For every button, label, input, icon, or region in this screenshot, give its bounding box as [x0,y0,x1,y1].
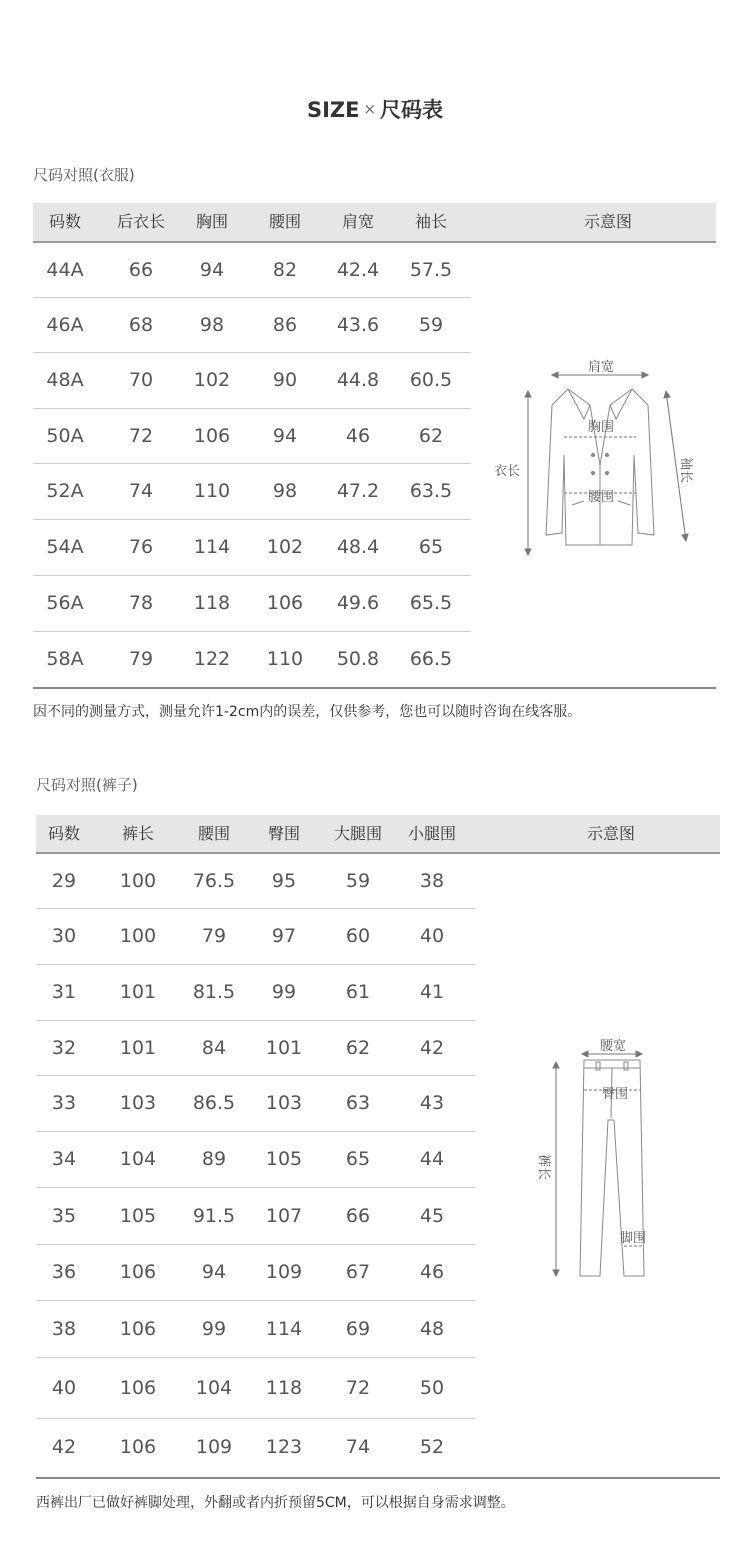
pants-table-cell: 61 [345,981,371,1003]
jacket-header-cell: 袖长 [414,212,447,231]
pants-table-row [36,1358,476,1419]
jacket-table-cell: 49.6 [336,592,380,614]
jacket-table-row [33,353,471,409]
pants-table-cell: 103 [119,1092,157,1114]
pants-section-label: 尺码对照(裤子) [36,776,138,794]
jacket-label-shoulder: 肩宽 [588,360,615,375]
pants-label-waist: 腰宽 [600,1039,627,1054]
pants-table-cell: 106 [119,1436,157,1458]
pants-header-cell: 裤长 [121,824,154,843]
pants-table-cell: 101 [119,1037,157,1059]
jacket-table-cell: 118 [193,592,231,614]
pants-table-cell: 69 [345,1318,371,1340]
pants-table-cell: 40 [51,1377,77,1399]
pants-table-cell: 104 [119,1148,157,1170]
pants-table-cell: 99 [271,981,297,1003]
pants-table-cell: 104 [195,1377,233,1399]
pants-table-row [36,1132,476,1188]
pants-table-header [36,815,720,854]
pants-table-cell: 105 [265,1148,303,1170]
pants-table-cell: 114 [265,1318,303,1340]
jacket-table-cell: 44.8 [336,369,380,391]
pants-table-cell: 63 [345,1092,371,1114]
jacket-table-bottom-rule [33,687,716,689]
jacket-table-cell: 94 [199,259,225,281]
jacket-table-cell: 50A [46,425,84,447]
pants-table-row [36,1076,476,1132]
jacket-header-cell: 后衣长 [116,212,165,231]
pants-table-cell: 86.5 [192,1092,236,1114]
jacket-table-cell: 102 [193,369,231,391]
pants-table-cell: 106 [119,1261,157,1283]
pants-table-cell: 36 [51,1261,77,1283]
pants-table-cell: 89 [201,1148,227,1170]
title-size: SIZE [306,98,360,122]
pants-table-cell: 72 [345,1377,371,1399]
jacket-table-row [33,298,471,353]
jacket-table-cell: 106 [266,592,304,614]
pants-label-length: 裤长 [536,1154,551,1181]
jacket-table-cell: 70 [128,369,154,391]
jacket-table-cell: 98 [199,314,225,336]
jacket-table-cell: 48A [46,369,84,391]
pants-table-cell: 109 [195,1436,233,1458]
jacket-table-cell: 74 [128,480,154,502]
pants-table-cell: 33 [51,1092,77,1114]
jacket-table-cell: 66.5 [409,648,453,670]
pants-table-cell: 42 [51,1436,77,1458]
jacket-table-cell: 94 [272,425,298,447]
jacket-table-cell: 79 [128,648,154,670]
pants-diagram [520,1030,700,1290]
jacket-table-cell: 86 [272,314,298,336]
pants-note: 西裤出厂已做好裤脚处理，外翻或者内折预留5CM，可以根据自身需求调整。 [36,1495,515,1511]
pants-table-cell: 34 [51,1148,77,1170]
jacket-table-row [33,520,471,576]
page-title [0,94,750,124]
jacket-table-cell: 106 [193,425,231,447]
pants-table-cell: 100 [119,870,157,892]
pants-table-cell: 81.5 [192,981,236,1003]
jacket-table-cell: 90 [272,369,298,391]
pants-table-row [36,1301,476,1358]
pants-table-cell: 118 [265,1377,303,1399]
pants-table-bottom-rule [36,1477,720,1479]
jacket-table-row [33,632,471,686]
pants-table-cell: 32 [51,1037,77,1059]
pants-table-cell: 91.5 [192,1205,236,1227]
jacket-table-cell: 60.5 [409,369,453,391]
pants-table-row [36,965,476,1021]
jacket-table-cell: 48.4 [336,536,380,558]
jacket-table-header [33,203,716,243]
jacket-table-cell: 62 [418,425,444,447]
pants-label-hip: 臀围 [602,1087,629,1102]
jacket-table-row [33,409,471,464]
jacket-label-sleeve: 袖长 [678,457,693,484]
pants-table-cell: 105 [119,1205,157,1227]
jacket-header-cell: 肩宽 [341,212,374,231]
pants-table-row [36,1021,476,1076]
jacket-table-cell: 63.5 [409,480,453,502]
jacket-table-cell: 78 [128,592,154,614]
pants-table-cell: 76.5 [192,870,236,892]
pants-table-cell: 79 [201,925,227,947]
pants-table-cell: 100 [119,925,157,947]
jacket-table-cell: 57.5 [409,259,453,281]
pants-table-cell: 97 [271,925,297,947]
pants-table-row [36,1419,476,1476]
title-separator: × [363,100,377,118]
pants-table-cell: 84 [201,1037,227,1059]
jacket-section-label: 尺码对照(衣服) [33,166,135,184]
pants-table-cell: 46 [419,1261,445,1283]
jacket-table-cell: 72 [128,425,154,447]
jacket-table-cell: 82 [272,259,298,281]
pants-header-cell: 小腿围 [407,824,456,843]
pants-table-cell: 38 [51,1318,77,1340]
jacket-diagram-header: 示意图 [583,212,632,231]
jacket-table-row [33,576,471,632]
pants-table-cell: 29 [51,870,77,892]
jacket-table-cell: 50.8 [336,648,380,670]
pants-table-cell: 35 [51,1205,77,1227]
pants-table-cell: 65 [345,1148,371,1170]
pants-table-cell: 106 [119,1318,157,1340]
jacket-table-cell: 65 [418,536,444,558]
pants-table-cell: 31 [51,981,77,1003]
pants-table-cell: 103 [265,1092,303,1114]
jacket-table-cell: 102 [266,536,304,558]
jacket-label-length: 衣长 [494,464,521,479]
pants-table-row [36,1188,476,1245]
title-chart: 尺码表 [380,98,444,122]
jacket-table-cell: 54A [46,536,84,558]
pants-table-cell: 45 [419,1205,445,1227]
pants-header-cell: 腰围 [197,824,230,843]
jacket-table-cell: 68 [128,314,154,336]
jacket-header-cell: 腰围 [268,212,301,231]
jacket-table-cell: 110 [193,480,231,502]
pants-table-cell: 74 [345,1436,371,1458]
pants-diagram-header: 示意图 [586,824,635,843]
jacket-header-cell: 码数 [48,212,81,231]
jacket-header-cell: 胸围 [195,212,228,231]
pants-table-cell: 123 [265,1436,303,1458]
jacket-label-waist: 腰围 [588,490,615,505]
pants-header-cell: 大腿围 [333,824,382,843]
pants-table-cell: 42 [419,1037,445,1059]
pants-table-cell: 50 [419,1377,445,1399]
pants-table-cell: 60 [345,925,371,947]
pants-table-cell: 44 [419,1148,445,1170]
pants-table-cell: 38 [419,870,445,892]
pants-header-cell: 臀围 [267,824,300,843]
pants-table-cell: 94 [201,1261,227,1283]
jacket-table-cell: 42.4 [336,259,380,281]
pants-table-cell: 59 [345,870,371,892]
jacket-table-cell: 66 [128,259,154,281]
jacket-table-cell: 65.5 [409,592,453,614]
jacket-table-cell: 47.2 [336,480,380,502]
pants-table-cell: 66 [345,1205,371,1227]
pants-table-row [36,1245,476,1301]
pants-table-cell: 101 [119,981,157,1003]
pants-table-cell: 107 [265,1205,303,1227]
jacket-table-cell: 110 [266,648,304,670]
pants-table-cell: 109 [265,1261,303,1283]
pants-table-cell: 95 [271,870,297,892]
jacket-diagram [480,345,720,565]
jacket-table-cell: 58A [46,648,84,670]
pants-table-cell: 48 [419,1318,445,1340]
jacket-table-cell: 76 [128,536,154,558]
jacket-table-cell: 46A [46,314,84,336]
jacket-table-cell: 52A [46,480,84,502]
pants-table-cell: 101 [265,1037,303,1059]
jacket-table-cell: 98 [272,480,298,502]
pants-table-row [36,909,476,965]
pants-header-cell: 码数 [47,824,80,843]
jacket-note: 因不同的测量方式，测量允许1-2cm内的误差，仅供参考，您也可以随时咨询在线客服。 [33,704,582,720]
pants-table-cell: 67 [345,1261,371,1283]
jacket-table-cell: 59 [418,314,444,336]
jacket-table-cell: 114 [193,536,231,558]
jacket-table-cell: 122 [193,648,231,670]
pants-table-cell: 41 [419,981,445,1003]
pants-table-cell: 99 [201,1318,227,1340]
jacket-table-cell: 43.6 [336,314,380,336]
pants-table-cell: 30 [51,925,77,947]
jacket-table-cell: 56A [46,592,84,614]
jacket-label-chest: 胸围 [588,420,615,435]
pants-table-cell: 40 [419,925,445,947]
jacket-table-cell: 46 [345,425,371,447]
pants-table-cell: 43 [419,1092,445,1114]
jacket-table-row [33,464,471,520]
pants-table-row [36,854,476,909]
pants-label-hem: 脚围 [620,1231,647,1246]
jacket-table-row [33,243,471,298]
pants-table-cell: 106 [119,1377,157,1399]
pants-table-cell: 62 [345,1037,371,1059]
pants-table-cell: 52 [419,1436,445,1458]
jacket-table-cell: 44A [46,259,84,281]
